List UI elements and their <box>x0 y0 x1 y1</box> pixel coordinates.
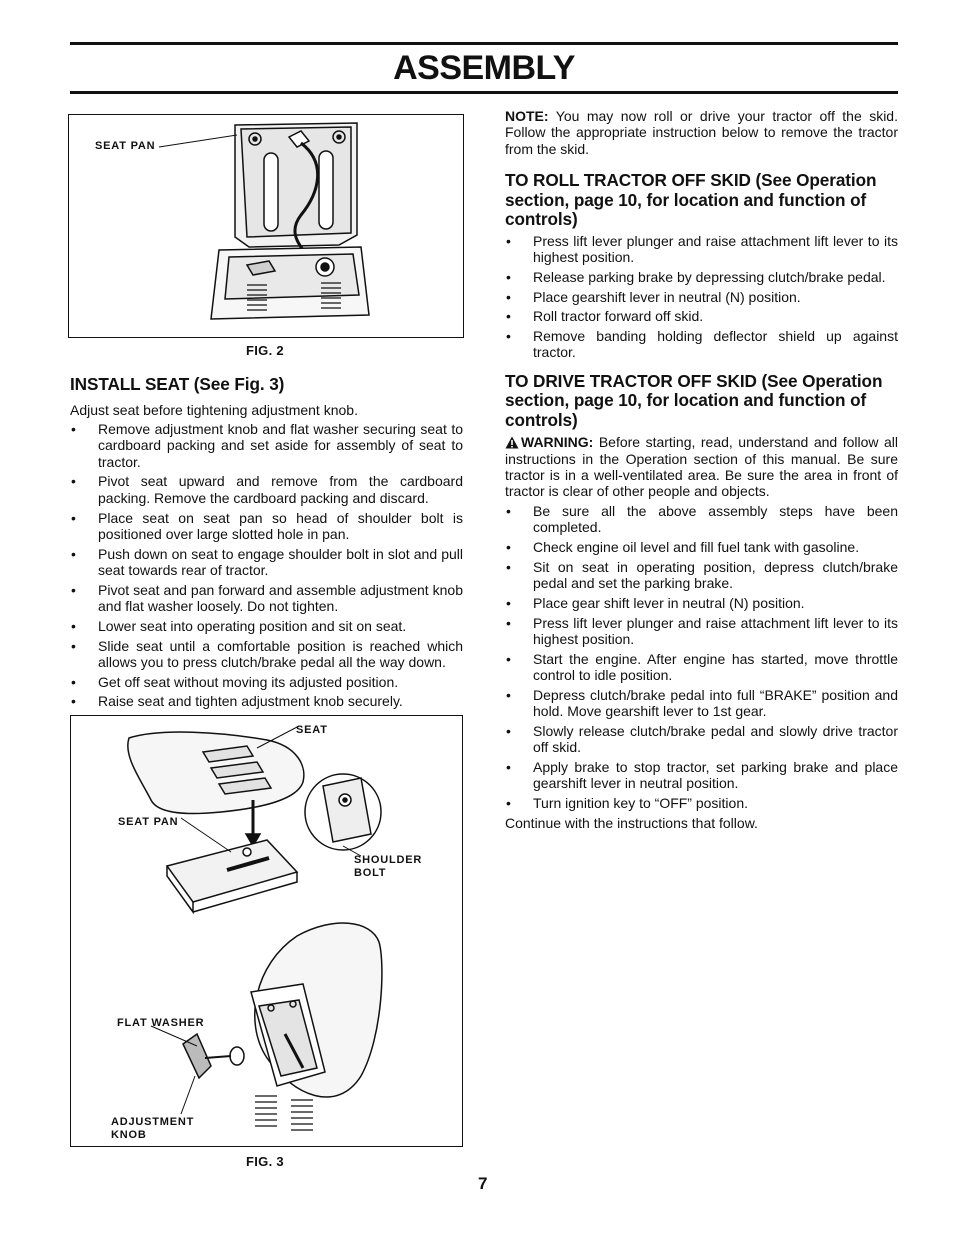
list-item: • Release parking brake by depressing clutch/brake pedal. <box>505 269 898 285</box>
list-item: • Pivot seat upward and remove from the cardboard packing. Remove the cardboard packing and discard. <box>70 473 463 506</box>
figure-2-caption: FIG. 2 <box>246 343 284 358</box>
list-item: • Be sure all the above assembly steps have been completed. <box>505 503 898 536</box>
list-item: • Get off seat without moving its adjusted position. <box>70 674 463 690</box>
callout-seat-pan: SEAT PAN <box>118 816 179 828</box>
list-item: • Depress clutch/brake pedal into full “BRAKE” position and hold. Move gearshift lever to 1st gear. <box>505 687 898 720</box>
note-label: NOTE: <box>505 108 549 124</box>
callout-shoulder-bolt: SHOULDER BOLT <box>354 854 423 879</box>
list-item: • Check engine oil level and fill fuel tank with gasoline. <box>505 539 898 555</box>
right-column <box>505 108 898 832</box>
list-item: • Turn ignition key to “OFF” position. <box>505 795 898 811</box>
header-rule-top <box>70 42 898 45</box>
figure-2 <box>68 114 464 338</box>
closing-paragraph: Continue with the instructions that follow. <box>505 815 758 832</box>
list-item: • Sit on seat in operating position, depress clutch/brake pedal and set the parking brake. <box>505 559 898 592</box>
list-item: • Push down on seat to engage shoulder bolt in slot and pull seat towards rear of tractor. <box>70 546 463 579</box>
warning-paragraph <box>505 434 898 500</box>
install-seat-intro: Adjust seat before tightening adjustment knob. <box>70 401 358 418</box>
list-item: • Lower seat into operating position and sit on seat. <box>70 618 463 634</box>
figure-3-caption: FIG. 3 <box>246 1154 284 1169</box>
callout-seat-pan: SEAT PAN <box>95 140 156 152</box>
install-seat-section <box>70 375 463 713</box>
page-title: ASSEMBLY <box>393 49 575 87</box>
drive-off-heading: TO DRIVE TRACTOR OFF SKID (See Operation section, page 10, for location and function of controls) <box>505 370 883 430</box>
list-item: • Press lift lever plunger and raise attachment lift lever to its highest position. <box>505 615 898 648</box>
list-item: • Remove adjustment knob and flat washer securing seat to cardboard packing and set aside for assembly of seat to tractor. <box>70 421 463 470</box>
list-item: • Place seat on seat pan so head of shoulder bolt is positioned over large slotted hole in pan. <box>70 510 463 543</box>
callout-adjustment-knob: ADJUSTMENT KNOB <box>111 1116 195 1141</box>
list-item: • Place gear shift lever in neutral (N) position. <box>505 595 898 611</box>
figure-3 <box>70 715 463 1147</box>
install-seat-heading: INSTALL SEAT (See Fig. 3) <box>70 374 285 394</box>
list-item: • Roll tractor forward off skid. <box>505 308 898 324</box>
warning-triangle-icon <box>505 436 519 449</box>
list-item: • Apply brake to stop tractor, set parking brake and place gearshift lever in neutral position. <box>505 759 898 792</box>
list-item: • Slide seat until a comfortable position is reached which allows you to press clutch/brake pedal all the way down. <box>70 638 463 671</box>
roll-off-steps <box>505 233 898 361</box>
seat-assembly-illustration <box>71 716 462 1146</box>
callout-seat: SEAT <box>296 724 328 736</box>
callout-flat-washer: FLAT WASHER <box>117 1017 205 1029</box>
list-item: • Pivot seat and pan forward and assemble adjustment knob and flat washer loosely. Do not tighten. <box>70 582 463 615</box>
page-number: 7 <box>478 1174 488 1193</box>
header-rule-bottom <box>70 91 898 94</box>
list-item: • Remove banding holding deflector shield up against tractor. <box>505 328 898 361</box>
warning-text: Before starting, read, understand and follow all instructions in the Operation section of this manual. Be sure tractor is in a well-ventilated area. Be sure the area in front of tractor is clear of other people and objects. <box>505 434 898 500</box>
list-item: • Slowly release clutch/brake pedal and slowly drive tractor off skid. <box>505 723 898 756</box>
install-seat-steps <box>70 421 463 710</box>
warning-label: WARNING: <box>521 434 594 451</box>
note-text: You may now roll or drive your tractor off the skid. Follow the appropriate instruction below to remove the tractor from the skid. <box>505 108 898 157</box>
roll-off-heading: TO ROLL TRACTOR OFF SKID (See Operation section, page 10, for location and function of controls) <box>505 170 877 230</box>
list-item: • Press lift lever plunger and raise attachment lift lever to its highest position. <box>505 233 898 266</box>
list-item: • Place gearshift lever in neutral (N) position. <box>505 289 898 305</box>
drive-off-steps <box>505 503 898 812</box>
list-item: • Raise seat and tighten adjustment knob securely. <box>70 693 463 709</box>
note-paragraph <box>505 108 898 157</box>
list-item: • Start the engine. After engine has started, move throttle control to idle position. <box>505 651 898 684</box>
